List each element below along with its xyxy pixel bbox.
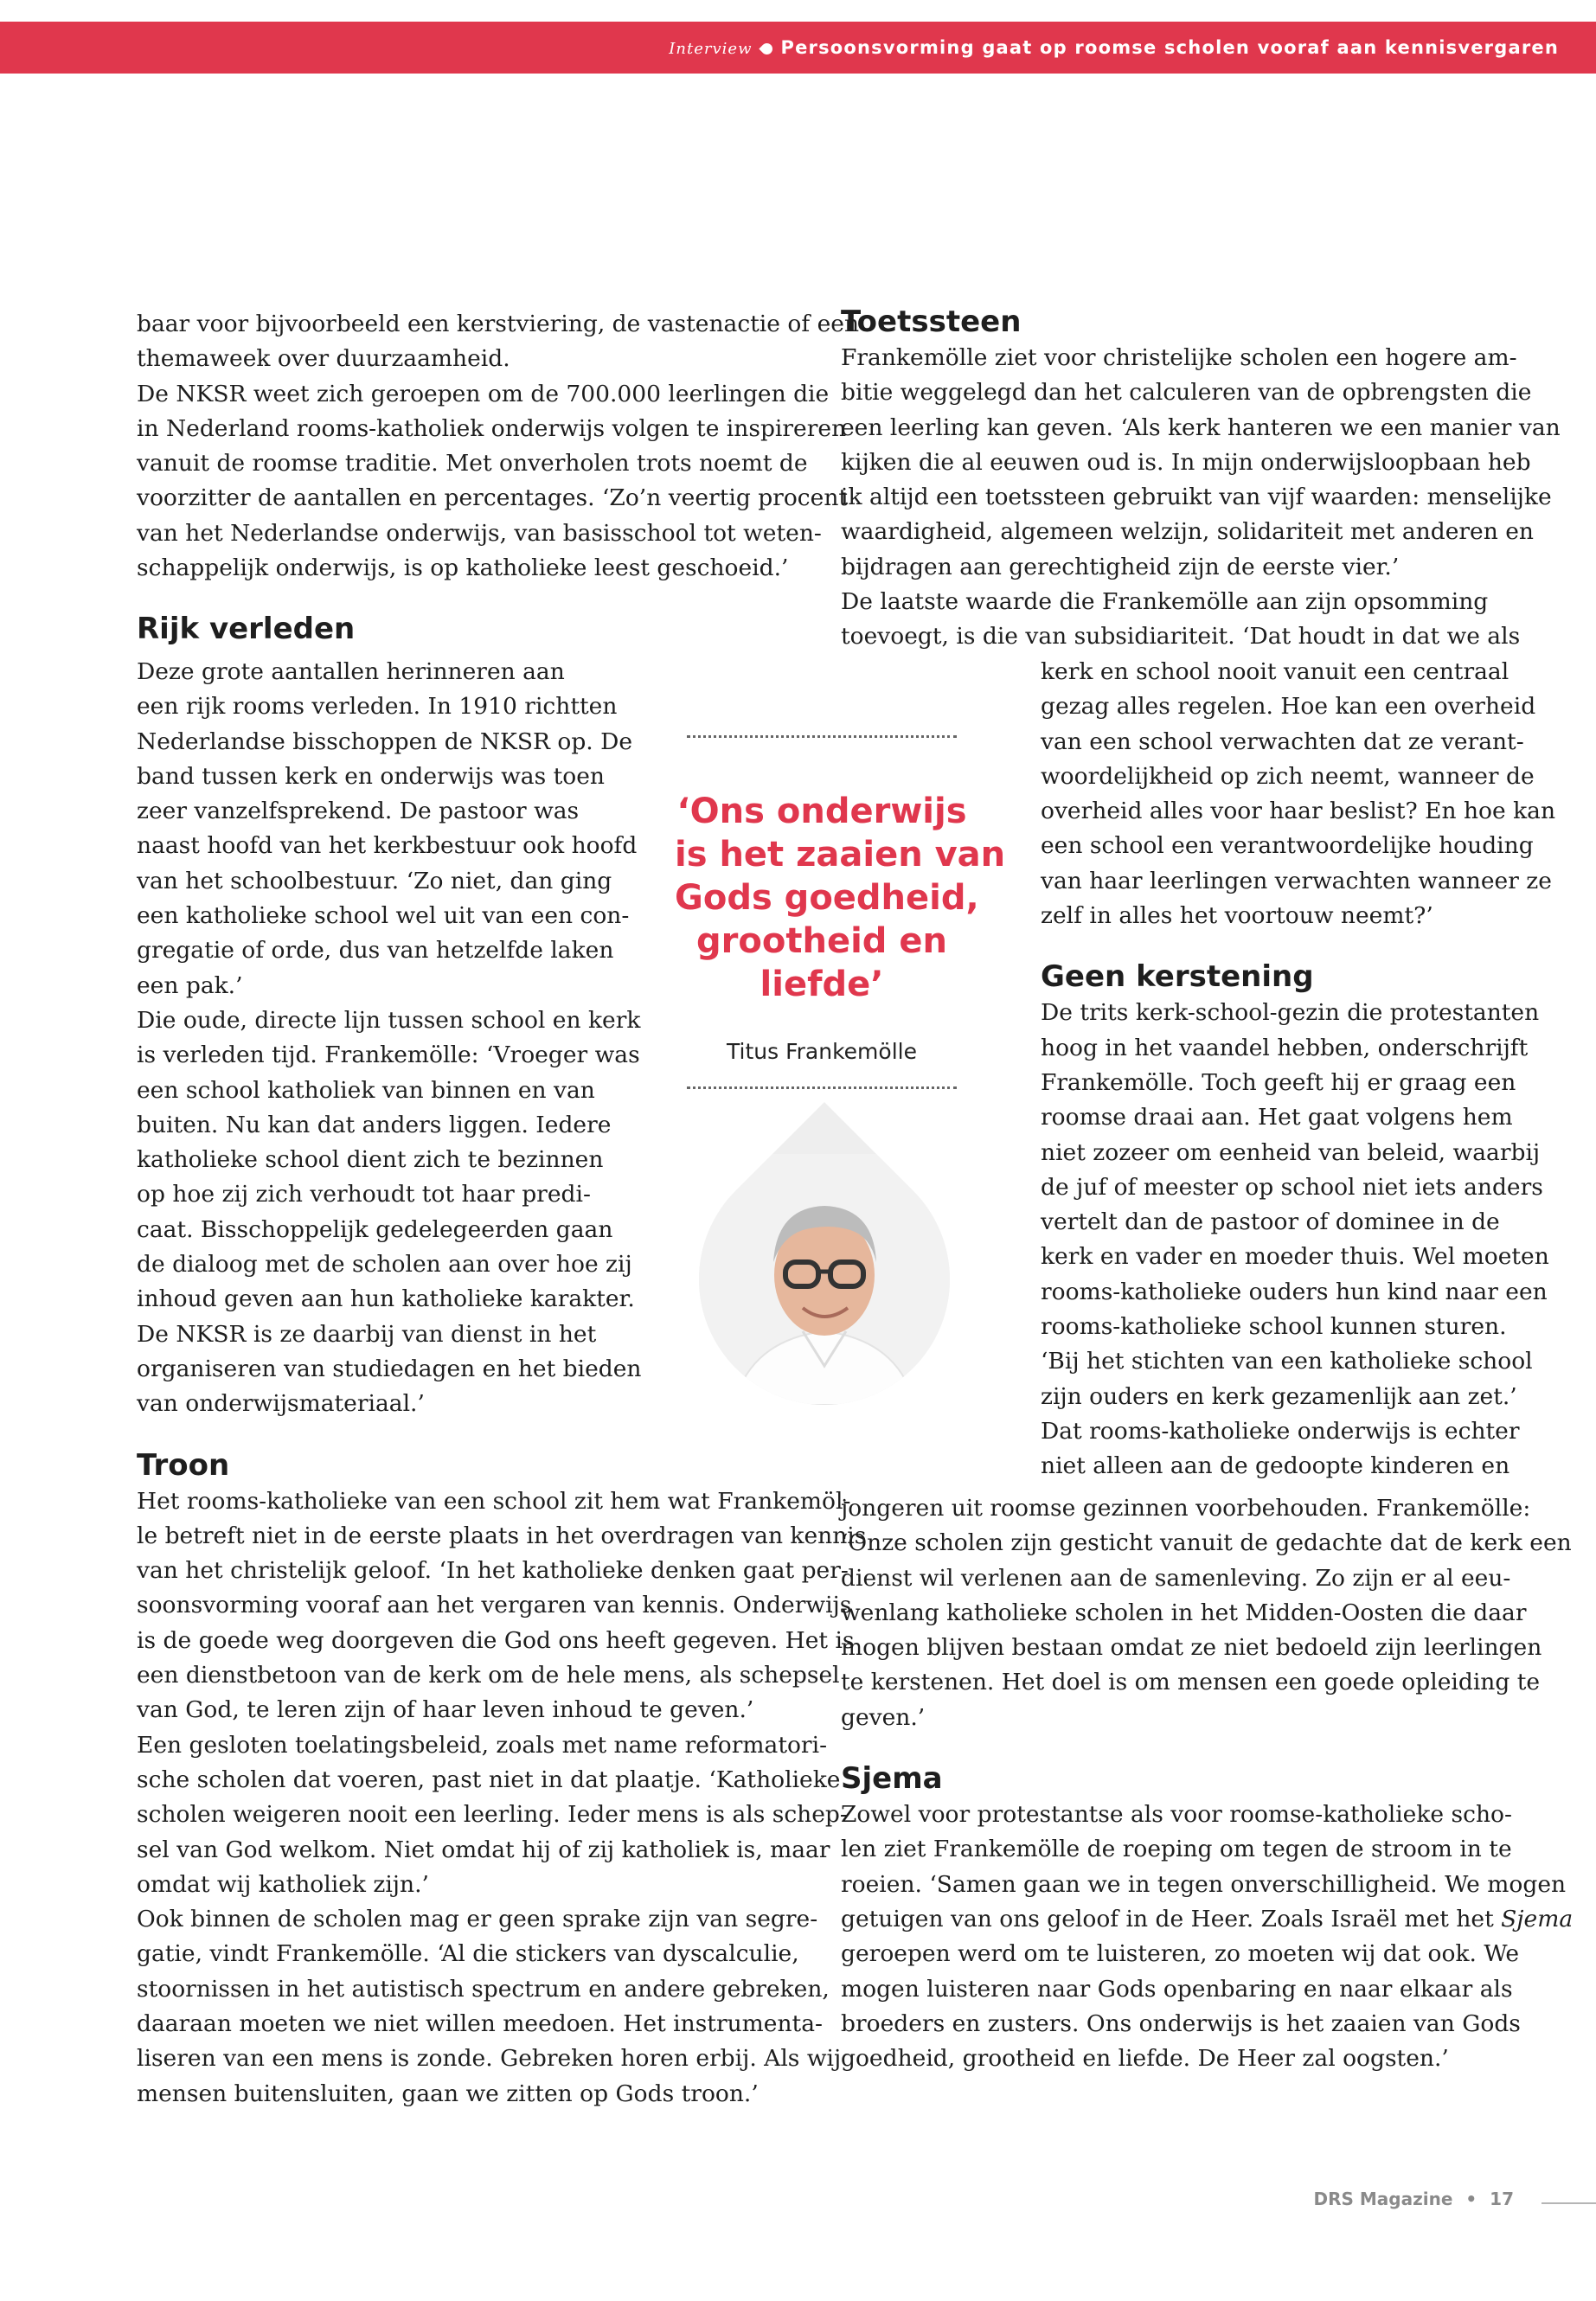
text-line: ‘Onze scholen zijn gesticht vanuit de gedachte dat de kerk een	[841, 1529, 1572, 1557]
text-line: sel van God welkom. Niet omdat hij of zij katholiek is, maar	[137, 1836, 830, 1863]
right-column-narrow	[1041, 655, 1555, 1484]
header-bar	[0, 22, 1596, 74]
footer	[1314, 2189, 1514, 2209]
text-line: voorzitter de aantallen en percentages. ‘Zo’n veertig procent	[137, 484, 849, 512]
text-line: dienst wil verlenen aan de samenleving. Zo zijn er al eeu-	[841, 1564, 1511, 1592]
text-line: baar voor bijvoorbeeld een kerstviering, de vastenactie of een	[137, 311, 860, 337]
text-line: buiten. Nu kan dat anders liggen. Iedere	[137, 1111, 612, 1138]
text-line: De trits kerk-school-gezin die protestanten	[1041, 999, 1540, 1027]
header-title: Persoonsvorming gaat op roomse scholen vooraf aan kennisvergaren	[780, 37, 1559, 58]
heading-troon: Troon	[137, 1447, 230, 1483]
text-line: daaraan moeten we niet willen meedoen. Het instrumenta-	[137, 2009, 823, 2037]
pull-quote	[675, 735, 1006, 1089]
left-column	[137, 307, 859, 648]
text-line: mensen buitensluiten, gaan we zitten op Gods troon.’	[137, 2080, 759, 2107]
text-line: van God, te leren zijn of haar leven inhoud te geven.’	[137, 1696, 754, 1724]
text-line: een school een verantwoordelijke houding	[1041, 832, 1534, 860]
text-line: caat. Bisschoppelijk gedelegeerden gaan	[137, 1215, 613, 1243]
text-line: woordelijkheid op zich neemt, wanneer de	[1041, 762, 1535, 790]
text-line: De NKSR is ze daarbij van dienst in het	[137, 1320, 597, 1348]
text-line: jongeren uit roomse gezinnen voorbehouden. Frankemölle:	[841, 1495, 1531, 1522]
section-sjema-text-end	[841, 1937, 1573, 2076]
text-line: een leerling kan geven. ‘Als kerk hanteren we een manier van	[841, 413, 1561, 441]
text-line: een dienstbetoon van de kerk om de hele mens, als schepsel	[137, 1662, 840, 1689]
text-line: len ziet Frankemölle de roeping om tegen de stroom in te	[841, 1836, 1512, 1863]
section-geen-kerstening-continued	[841, 1491, 1573, 1735]
dotted-divider-top	[687, 735, 957, 738]
intro-paragraph	[137, 307, 859, 586]
text-line: een katholieke school wel uit van een con-	[137, 902, 630, 930]
text-line: kerk en vader en moeder thuis. Wel moeten	[1041, 1243, 1549, 1271]
text-line: naast hoofd van het kerkbestuur ook hoofd	[137, 832, 638, 860]
text-line: ik altijd een toetssteen gebruikt van vijf waarden: menselijke	[841, 484, 1552, 511]
text-line: toevoegt, is die van subsidiariteit. ‘Dat houdt in dat we als	[841, 623, 1521, 651]
text-line: roeien. ‘Samen gaan we in tegen onverschilligheid. We mogen	[841, 1870, 1567, 1898]
text-line: Een gesloten toelatingsbeleid, zoals met name reformatori-	[137, 1731, 828, 1759]
text-line: op hoe zij zich verhoudt tot haar predi-	[137, 1181, 591, 1208]
text-line: liseren van een mens is zonde. Gebreken horen erbij. Als wij	[137, 2045, 842, 2073]
footer-magazine: DRS Magazine	[1313, 2189, 1453, 2209]
text-line: wenlang katholieke scholen in het Midden-Oosten die daar	[841, 1599, 1527, 1626]
text-line: zeer vanzelfsprekend. De pastoor was	[137, 798, 580, 825]
text-line: gatie, vindt Frankemölle. ‘Al die stickers van dyscalculie,	[137, 1940, 799, 1968]
text-line: van het schoolbestuur. ‘Zo niet, dan ging	[137, 867, 612, 894]
text-line: de dialoog met de scholen aan over hoe zij	[137, 1251, 632, 1279]
text-line: is verleden tijd. Frankemölle: ‘Vroeger was	[137, 1042, 640, 1069]
text-line: stoornissen in het autistisch spectrum en andere gebreken,	[137, 1975, 830, 2003]
text-line: een pak.’	[137, 971, 243, 999]
text-line: omdat wij katholiek zijn.’	[137, 1870, 429, 1898]
text-line: organiseren van studiedagen en het bieden	[137, 1355, 642, 1382]
header-kicker: Interview	[669, 40, 753, 58]
text-line: Nederlandse bisschoppen de NKSR op. De	[137, 727, 633, 755]
text-line: Zowel voor protestantse als voor roomse-katholieke scho-	[841, 1801, 1512, 1829]
pull-quote-line: grootheid en	[696, 921, 947, 961]
pull-quote-line: liefde’	[760, 965, 884, 1004]
text-line: katholieke school dient zich te bezinnen	[137, 1146, 604, 1174]
text-line: een rijk rooms verleden. In 1910 richtten	[137, 693, 618, 721]
text-line: ‘Bij het stichten van een katholieke school	[1041, 1348, 1533, 1375]
text-line: gregatie of orde, dus van hetzelfde laken	[137, 937, 614, 965]
text-line: van haar leerlingen verwachten wanneer ze	[1041, 867, 1552, 894]
text-line: waardigheid, algemeen welzijn, solidariteit met anderen en	[841, 518, 1534, 546]
text-line: niet zozeer om eenheid van beleid, waarbij	[1041, 1138, 1541, 1166]
text-line: van een school verwachten dat ze verant-	[1041, 727, 1524, 755]
pull-quote-text	[675, 790, 1006, 1006]
text-line: themaweek over duurzaamheid.	[137, 345, 510, 373]
text-line: vertelt dan de pastoor of dominee in de	[1041, 1208, 1500, 1236]
heading-toetssteen: Toetssteen	[841, 304, 1022, 339]
text-line: Dat rooms-katholieke onderwijs is echter	[1041, 1417, 1520, 1445]
text-line: zelf in alles het voortouw neemt?’	[1041, 902, 1433, 930]
text-line: de juf of meester op school niet iets anders	[1041, 1173, 1543, 1201]
text-line: is de goede weg doorgeven die God ons heeft gegeven. Het is	[137, 1626, 855, 1654]
text-line: Frankemölle. Toch geeft hij er graag een	[1041, 1068, 1516, 1096]
portrait-illustration	[699, 1154, 950, 1405]
text-line: gezag alles regelen. Hoe kan een overheid	[1041, 693, 1536, 721]
page-number: 17	[1490, 2189, 1514, 2209]
heading-geen-kerstening: Geen kerstening	[1041, 959, 1314, 995]
text-line: mogen luisteren naar Gods openbaring en naar elkaar als	[841, 1975, 1513, 2003]
dotted-divider-bottom	[687, 1086, 957, 1089]
text-line: geven.’	[841, 1703, 926, 1731]
text-line: van het christelijk geloof. ‘In het katholieke denken gaat per-	[137, 1557, 849, 1585]
section-troon-text	[137, 1484, 866, 2112]
text-line: Frankemölle ziet voor christelijke scholen een hogere am-	[841, 344, 1517, 371]
text-line: kijken die al eeuwen oud is. In mijn onderwijsloopbaan heb	[841, 448, 1531, 476]
text-line: zijn ouders en kerk gezamenlijk aan zet.’	[1041, 1382, 1517, 1410]
section-sjema-text	[841, 1798, 1573, 1902]
section-toetssteen-continued	[1041, 655, 1555, 933]
footer-separator: •	[1465, 2189, 1477, 2209]
text-line: band tussen kerk en onderwijs was toen	[137, 762, 605, 790]
section-geen-kerstening-text	[1041, 996, 1555, 1484]
heading-sjema: Sjema	[841, 1761, 943, 1797]
text-line: van onderwijsmateriaal.’	[137, 1390, 425, 1418]
text-line: sche scholen dat voeren, past niet in dat plaatje. ‘Katholieke	[137, 1766, 841, 1793]
text-line: in Nederland rooms-katholiek onderwijs volgen te inspireren	[137, 414, 847, 442]
text-line: rooms-katholieke school kunnen sturen.	[1041, 1313, 1507, 1341]
text-line: een school katholiek van binnen en van	[137, 1076, 595, 1104]
text-line: le betreft niet in de eerste plaats in het overdragen van kennis	[137, 1522, 867, 1549]
sjema-line-italic: getuigen van ons geloof in de Heer. Zoals Israël met het Sjema	[841, 1905, 1574, 1932]
footer-rule	[1542, 2202, 1596, 2204]
right-column	[841, 303, 1561, 655]
pull-quote-line: ‘Ons onderwijs	[676, 792, 967, 831]
text-line: kerk en school nooit vanuit een centraal	[1041, 658, 1509, 685]
text-line: scholen weigeren nooit een leerling. Ieder mens is als schep-	[137, 1801, 848, 1829]
text-line: soonsvorming vooraf aan het vergaren van kennis. Onderwijs	[137, 1592, 852, 1619]
pull-quote-line: is het zaaien van	[675, 835, 1006, 875]
text-line: Het rooms-katholieke van een school zit hem wat Frankemöl-	[137, 1487, 851, 1515]
text-line: niet alleen aan de gedoopte kinderen en	[1041, 1452, 1510, 1480]
text-line: mogen blijven bestaan omdat ze niet bedoeld zijn leerlingen	[841, 1634, 1542, 1662]
text-line: te kerstenen. Het doel is om mensen een goede opleiding te	[841, 1669, 1541, 1696]
text-line: roomse draai aan. Het gaat volgens hem	[1041, 1104, 1513, 1131]
text-line: Die oude, directe lijn tussen school en kerk	[137, 1006, 641, 1034]
heading-rijk-verleden: Rijk verleden	[137, 612, 356, 647]
text-line: geroepen werd om te luisteren, zo moeten wij dat ook. We	[841, 1940, 1520, 1968]
text-line: Ook binnen de scholen mag er geen sprake zijn van segre-	[137, 1906, 818, 1933]
right-column-lower	[841, 1491, 1573, 2076]
text-line: goedheid, grootheid en liefde. De Heer zal oogsten.’	[841, 2045, 1449, 2073]
text-line: De NKSR weet zich geroepen om de 700.000 leerlingen die	[137, 380, 830, 407]
text-line: vanuit de roomse traditie. Met onverholen trots noemt de	[137, 450, 808, 478]
bullet-marker-icon	[760, 41, 775, 56]
text-line: overheid alles voor haar beslist? En hoe kan	[1041, 798, 1556, 825]
sjema-italic-word: Sjema	[1501, 1905, 1574, 1932]
text-line: rooms-katholieke ouders hun kind naar een	[1041, 1278, 1548, 1305]
header-text	[669, 22, 1559, 74]
text-line: bitie weggelegd dan het calculeren van de opbrengsten die	[841, 379, 1532, 407]
pull-quote-line: Gods goedheid,	[675, 878, 979, 918]
pull-quote-author: Titus Frankemölle	[727, 1039, 917, 1064]
text-line: bijdragen aan gerechtigheid zijn de eerste vier.’	[841, 553, 1400, 580]
text-line: broeders en zusters. Ons onderwijs is het zaaien van Gods	[841, 2009, 1521, 2037]
text-line: De laatste waarde die Frankemölle aan zijn opsomming	[841, 588, 1489, 616]
text-line: schappelijk onderwijs, is op katholieke leest geschoeid.’	[137, 554, 789, 582]
text-line: Deze grote aantallen herinneren aan	[137, 658, 565, 685]
text-line: van het Nederlandse onderwijs, van basisschool tot weten-	[137, 519, 822, 547]
text-line: hoog in het vaandel hebben, onderschrijft	[1041, 1034, 1529, 1061]
text-line: inhoud geven aan hun katholieke karakter.	[137, 1285, 635, 1313]
section-toetssteen-text	[841, 341, 1561, 655]
